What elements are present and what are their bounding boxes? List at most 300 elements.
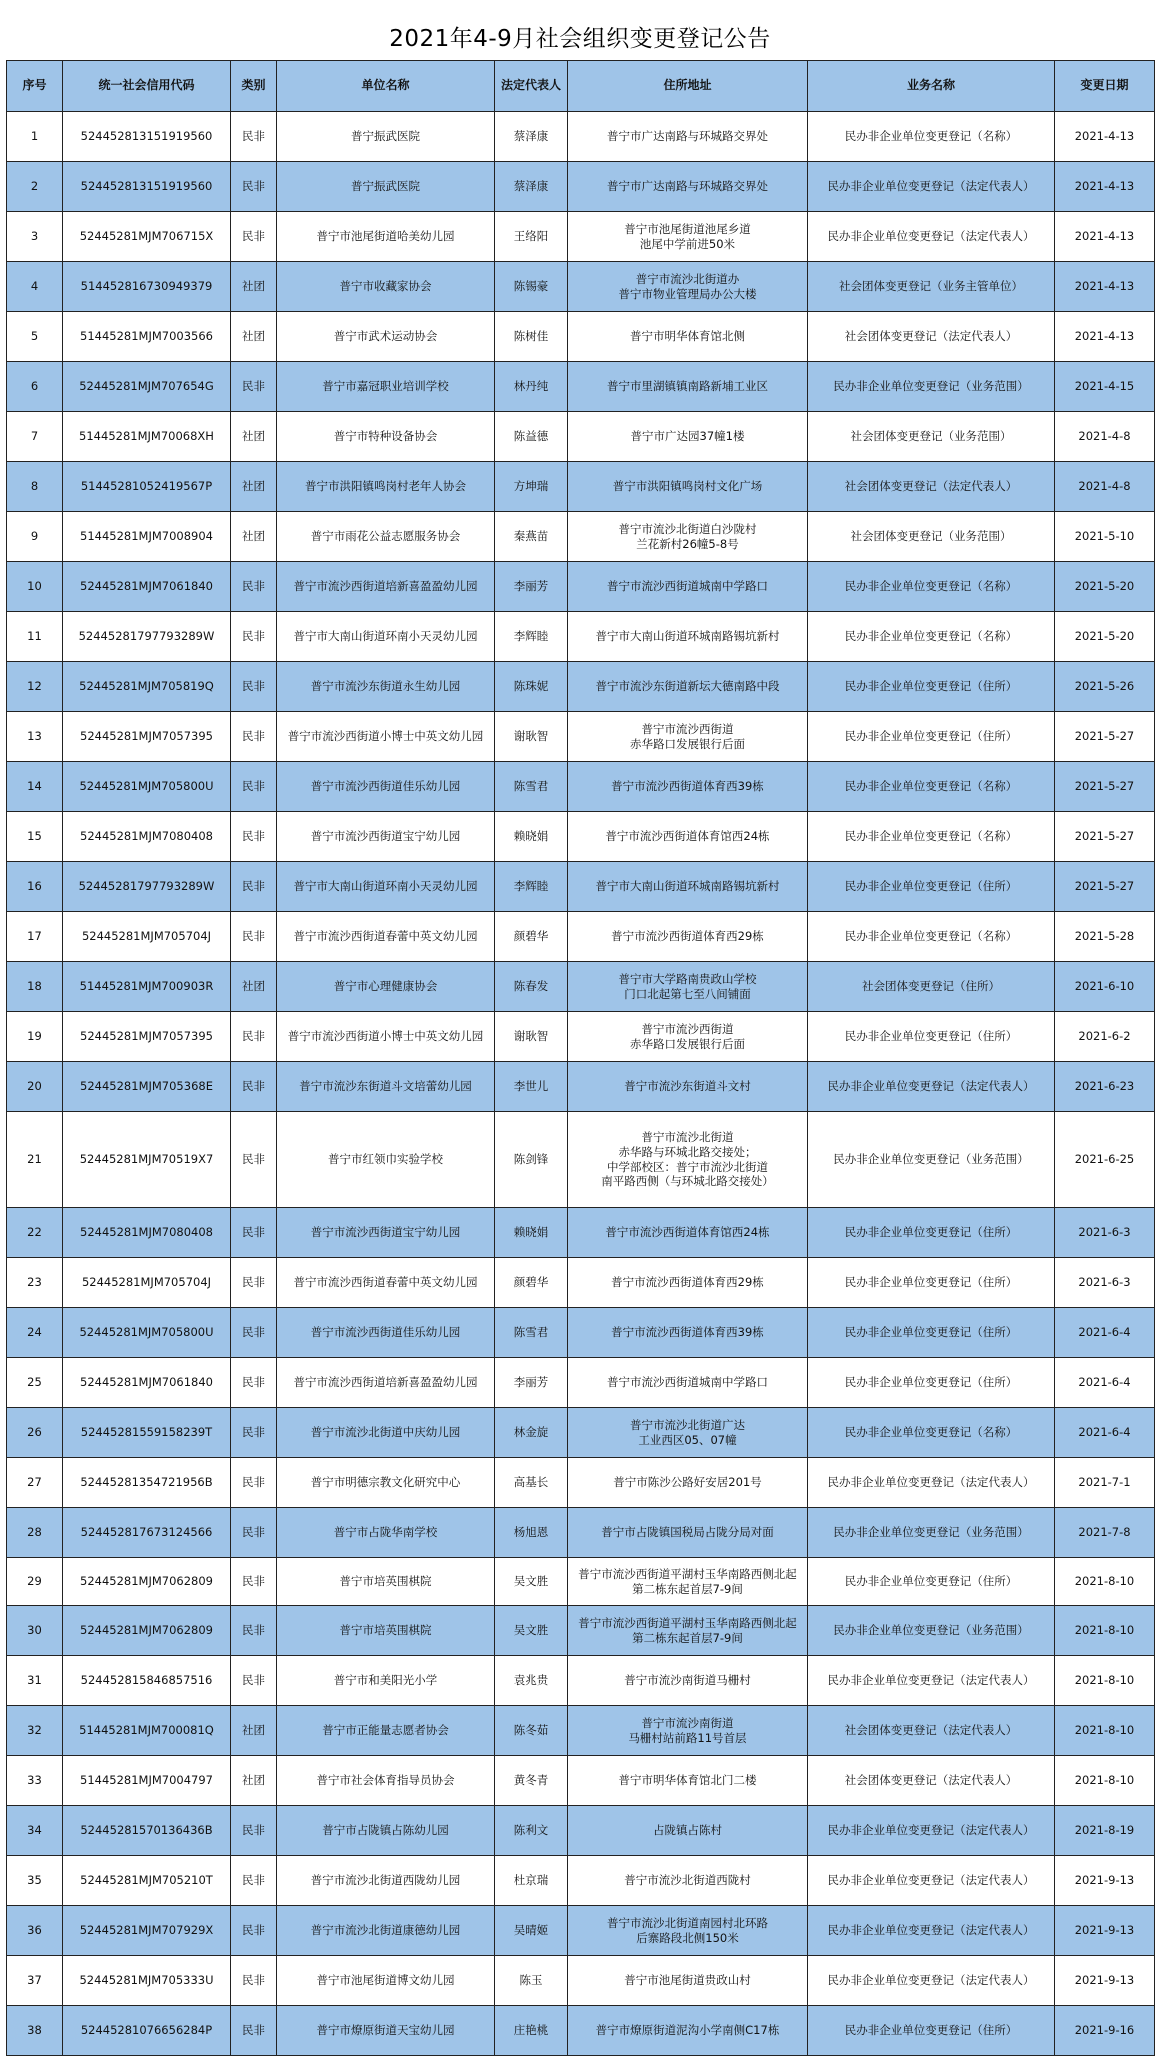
cell-business: 民办非企业单位变更登记（法定代表人） — [808, 1956, 1055, 2006]
cell-address: 普宁市流沙西街道 赤华路口发展银行后面 — [568, 712, 808, 762]
cell-no: 4 — [7, 262, 63, 312]
cell-address: 普宁市明华体育馆北门二楼 — [568, 1756, 808, 1806]
cell-credit-code: 52445281797793289W — [63, 862, 231, 912]
table-row — [7, 1458, 1155, 1508]
cell-legal-rep: 谢耿智 — [495, 1012, 568, 1062]
cell-credit-code: 52445281MJM705368E — [63, 1062, 231, 1112]
cell-no: 11 — [7, 612, 63, 662]
cell-address: 普宁市广达园37幢1楼 — [568, 412, 808, 462]
cell-address: 普宁市流沙北街道南园村北环路 后寨路段北侧150米 — [568, 1906, 808, 1956]
table-row — [7, 1062, 1155, 1112]
cell-legal-rep: 陈树佳 — [495, 312, 568, 362]
cell-credit-code: 52445281MJM7062809 — [63, 1606, 231, 1656]
cell-address: 普宁市流沙南街道 马栅村站前路11号首层 — [568, 1706, 808, 1756]
cell-no: 36 — [7, 1906, 63, 1956]
cell-address: 普宁市流沙南街道马栅村 — [568, 1656, 808, 1706]
cell-business: 民办非企业单位变更登记（名称） — [808, 912, 1055, 962]
cell-org-name: 普宁市流沙北街道中庆幼儿园 — [277, 1408, 495, 1458]
cell-business: 民办非企业单位变更登记（法定代表人） — [808, 1906, 1055, 1956]
cell-no: 28 — [7, 1508, 63, 1558]
cell-date: 2021-8-19 — [1055, 1806, 1155, 1856]
cell-address: 普宁市流沙西街道体育西29栋 — [568, 912, 808, 962]
cell-org-name: 普宁市流沙西街道培新喜盈盈幼儿园 — [277, 1358, 495, 1408]
cell-type: 民非 — [231, 1656, 277, 1706]
cell-type: 民非 — [231, 1408, 277, 1458]
cell-legal-rep: 李世儿 — [495, 1062, 568, 1112]
table-row — [7, 562, 1155, 612]
table-row — [7, 1606, 1155, 1656]
cell-date: 2021-8-10 — [1055, 1656, 1155, 1706]
cell-no: 17 — [7, 912, 63, 962]
cell-legal-rep: 方坤瑞 — [495, 462, 568, 512]
table-row — [7, 1656, 1155, 1706]
cell-org-name: 普宁市大南山街道环南小天灵幼儿园 — [277, 612, 495, 662]
table-row — [7, 1258, 1155, 1308]
cell-address: 普宁市池尾街道池尾乡道 池尾中学前进50米 — [568, 212, 808, 262]
cell-org-name: 普宁市池尾街道博文幼儿园 — [277, 1956, 495, 2006]
cell-type: 民非 — [231, 1606, 277, 1656]
cell-legal-rep: 赖晓娟 — [495, 1208, 568, 1258]
cell-org-name: 普宁市武术运动协会 — [277, 312, 495, 362]
table-row — [7, 1408, 1155, 1458]
cell-no: 13 — [7, 712, 63, 762]
table-row — [7, 1706, 1155, 1756]
cell-date: 2021-6-10 — [1055, 962, 1155, 1012]
table-row — [7, 1856, 1155, 1906]
cell-no: 38 — [7, 2006, 63, 2056]
table-row — [7, 162, 1155, 212]
cell-legal-rep: 吴文胜 — [495, 1558, 568, 1606]
cell-no: 2 — [7, 162, 63, 212]
cell-type: 民非 — [231, 1508, 277, 1558]
cell-address: 普宁市流沙西街道平湖村玉华南路西侧北起 第二栋东起首层7-9间 — [568, 1558, 808, 1606]
table-row — [7, 1358, 1155, 1408]
header-org-name: 单位名称 — [277, 61, 495, 112]
cell-business: 民办非企业单位变更登记（法定代表人） — [808, 1062, 1055, 1112]
cell-credit-code: 51445281MJM70068XH — [63, 412, 231, 462]
cell-credit-code: 52445281MJM705704J — [63, 1258, 231, 1308]
cell-type: 民非 — [231, 562, 277, 612]
cell-business: 民办非企业单位变更登记（业务范围） — [808, 1112, 1055, 1208]
cell-business: 民办非企业单位变更登记（住所） — [808, 1558, 1055, 1606]
cell-business: 民办非企业单位变更登记（名称） — [808, 762, 1055, 812]
cell-type: 民非 — [231, 812, 277, 862]
cell-type: 社团 — [231, 1756, 277, 1806]
cell-date: 2021-6-25 — [1055, 1112, 1155, 1208]
cell-credit-code: 52445281MJM7080408 — [63, 1208, 231, 1258]
table-header-row — [7, 61, 1155, 112]
cell-date: 2021-5-27 — [1055, 712, 1155, 762]
cell-date: 2021-8-10 — [1055, 1706, 1155, 1756]
cell-org-name: 普宁市流沙西街道小博士中英文幼儿园 — [277, 712, 495, 762]
cell-type: 民非 — [231, 1458, 277, 1508]
table-row — [7, 712, 1155, 762]
cell-org-name: 普宁市和美阳光小学 — [277, 1656, 495, 1706]
cell-address: 普宁市流沙西街道城南中学路口 — [568, 1358, 808, 1408]
cell-no: 26 — [7, 1408, 63, 1458]
cell-credit-code: 52445281MJM705210T — [63, 1856, 231, 1906]
cell-org-name: 普宁市正能量志愿者协会 — [277, 1706, 495, 1756]
cell-credit-code: 52445281570136436B — [63, 1806, 231, 1856]
cell-date: 2021-7-8 — [1055, 1508, 1155, 1558]
cell-no: 18 — [7, 962, 63, 1012]
cell-org-name: 普宁市流沙北街道康德幼儿园 — [277, 1906, 495, 1956]
cell-org-name: 普宁市培英围棋院 — [277, 1558, 495, 1606]
cell-legal-rep: 李丽芳 — [495, 562, 568, 612]
cell-legal-rep: 李辉睦 — [495, 862, 568, 912]
cell-business: 社会团体变更登记（业务范围） — [808, 412, 1055, 462]
table-row — [7, 1308, 1155, 1358]
cell-type: 社团 — [231, 512, 277, 562]
cell-business: 社会团体变更登记（法定代表人） — [808, 1706, 1055, 1756]
cell-credit-code: 52445281MJM705819Q — [63, 662, 231, 712]
cell-no: 1 — [7, 112, 63, 162]
cell-credit-code: 51445281MJM7008904 — [63, 512, 231, 562]
cell-business: 民办非企业单位变更登记（名称） — [808, 562, 1055, 612]
cell-type: 民非 — [231, 612, 277, 662]
table-row — [7, 1956, 1155, 2006]
cell-date: 2021-6-2 — [1055, 1012, 1155, 1062]
cell-credit-code: 52445281MJM7062809 — [63, 1558, 231, 1606]
table-row — [7, 912, 1155, 962]
cell-org-name: 普宁市特种设备协会 — [277, 412, 495, 462]
cell-legal-rep: 陈益德 — [495, 412, 568, 462]
cell-date: 2021-4-13 — [1055, 112, 1155, 162]
cell-business: 社会团体变更登记（法定代表人） — [808, 462, 1055, 512]
cell-legal-rep: 吴晴姬 — [495, 1906, 568, 1956]
cell-legal-rep: 颜碧华 — [495, 1258, 568, 1308]
cell-type: 民非 — [231, 1308, 277, 1358]
cell-type: 社团 — [231, 962, 277, 1012]
table-row — [7, 512, 1155, 562]
cell-address: 普宁市流沙西街道平湖村玉华南路西侧北起 第二栋东起首层7-9间 — [568, 1606, 808, 1656]
cell-business: 社会团体变更登记（住所） — [808, 962, 1055, 1012]
cell-type: 民非 — [231, 162, 277, 212]
cell-legal-rep: 庄艳桃 — [495, 2006, 568, 2056]
cell-address: 占陇镇占陈村 — [568, 1806, 808, 1856]
table-row — [7, 862, 1155, 912]
cell-legal-rep: 杜京瑞 — [495, 1856, 568, 1906]
cell-credit-code: 514452816730949379 — [63, 262, 231, 312]
cell-credit-code: 524452813151919560 — [63, 162, 231, 212]
cell-business: 民办非企业单位变更登记（法定代表人） — [808, 212, 1055, 262]
cell-legal-rep: 杨旭恩 — [495, 1508, 568, 1558]
change-registration-table — [6, 60, 1155, 2056]
table-row — [7, 662, 1155, 712]
cell-address: 普宁市流沙北街道西陇村 — [568, 1856, 808, 1906]
cell-type: 民非 — [231, 1558, 277, 1606]
cell-business: 民办非企业单位变更登记（业务范围） — [808, 1508, 1055, 1558]
cell-type: 民非 — [231, 1906, 277, 1956]
cell-legal-rep: 李辉睦 — [495, 612, 568, 662]
cell-business: 民办非企业单位变更登记（名称） — [808, 1408, 1055, 1458]
cell-legal-rep: 陈雪君 — [495, 762, 568, 812]
cell-credit-code: 52445281MJM7061840 — [63, 562, 231, 612]
cell-date: 2021-6-3 — [1055, 1208, 1155, 1258]
cell-no: 8 — [7, 462, 63, 512]
cell-address: 普宁市流沙北街道广达 工业西区05、07幢 — [568, 1408, 808, 1458]
cell-org-name: 普宁市洪阳镇鸣岗村老年人协会 — [277, 462, 495, 512]
cell-type: 民非 — [231, 1956, 277, 2006]
cell-date: 2021-9-16 — [1055, 2006, 1155, 2056]
cell-business: 民办非企业单位变更登记（住所） — [808, 862, 1055, 912]
cell-credit-code: 51445281MJM7004797 — [63, 1756, 231, 1806]
cell-legal-rep: 谢耿智 — [495, 712, 568, 762]
cell-type: 民非 — [231, 212, 277, 262]
cell-business: 民办非企业单位变更登记（法定代表人） — [808, 1856, 1055, 1906]
cell-credit-code: 52445281559158239T — [63, 1408, 231, 1458]
table-row — [7, 762, 1155, 812]
cell-address: 普宁市流沙北街道办 普宁市物业管理局办公大楼 — [568, 262, 808, 312]
cell-credit-code: 52445281584685751​6 — [63, 1656, 231, 1706]
cell-date: 2021-5-27 — [1055, 862, 1155, 912]
cell-address: 普宁市池尾街道贵政山村 — [568, 1956, 808, 2006]
cell-legal-rep: 陈雪君 — [495, 1308, 568, 1358]
cell-business: 民办非企业单位变更登记（住所） — [808, 1258, 1055, 1308]
cell-address: 普宁市流沙西街道体育馆西24栋 — [568, 1208, 808, 1258]
cell-business: 民办非企业单位变更登记（住所） — [808, 2006, 1055, 2056]
cell-address: 普宁市里湖镇镇南路新埔工业区 — [568, 362, 808, 412]
cell-credit-code: 52445281MJM7080408 — [63, 812, 231, 862]
cell-no: 23 — [7, 1258, 63, 1308]
cell-address: 普宁市大学路南贵政山学校 门口北起第七至八间铺面 — [568, 962, 808, 1012]
cell-no: 6 — [7, 362, 63, 412]
cell-business: 民办非企业单位变更登记（名称） — [808, 112, 1055, 162]
cell-org-name: 普宁市心理健康协会 — [277, 962, 495, 1012]
cell-address: 普宁市大南山街道环城南路锡坑新村 — [568, 612, 808, 662]
table-row — [7, 1112, 1155, 1208]
cell-legal-rep: 陈利文 — [495, 1806, 568, 1856]
cell-date: 2021-5-26 — [1055, 662, 1155, 712]
cell-credit-code: 52445281MJM70519X7 — [63, 1112, 231, 1208]
cell-address: 普宁市流沙西街道体育西39栋 — [568, 1308, 808, 1358]
cell-date: 2021-5-27 — [1055, 762, 1155, 812]
cell-no: 37 — [7, 1956, 63, 2006]
cell-date: 2021-5-20 — [1055, 562, 1155, 612]
cell-address: 普宁市明华体育馆北侧 — [568, 312, 808, 362]
cell-credit-code: 524452813151919560 — [63, 112, 231, 162]
table-row — [7, 812, 1155, 862]
cell-address: 普宁市流沙北街道白沙陇村 兰花新村26幢5-8号 — [568, 512, 808, 562]
cell-address: 普宁市占陇镇国税局占陇分局对面 — [568, 1508, 808, 1558]
cell-legal-rep: 王络阳 — [495, 212, 568, 262]
cell-type: 民非 — [231, 2006, 277, 2056]
cell-no: 7 — [7, 412, 63, 462]
cell-no: 35 — [7, 1856, 63, 1906]
cell-org-name: 普宁振武医院 — [277, 112, 495, 162]
table-row — [7, 612, 1155, 662]
cell-credit-code: 52445281MJM705800U — [63, 1308, 231, 1358]
cell-no: 30 — [7, 1606, 63, 1656]
cell-address: 普宁市流沙西街道 赤华路口发展银行后面 — [568, 1012, 808, 1062]
cell-business: 民办非企业单位变更登记（住所） — [808, 1308, 1055, 1358]
cell-date: 2021-5-10 — [1055, 512, 1155, 562]
cell-address: 普宁市流沙西街道体育西39栋 — [568, 762, 808, 812]
cell-legal-rep: 林金旋 — [495, 1408, 568, 1458]
cell-org-name: 普宁市大南山街道环南小天灵幼儿园 — [277, 862, 495, 912]
cell-type: 民非 — [231, 362, 277, 412]
table-row — [7, 1806, 1155, 1856]
cell-no: 24 — [7, 1308, 63, 1358]
cell-no: 21 — [7, 1112, 63, 1208]
cell-credit-code: 51445281MJM7003566 — [63, 312, 231, 362]
cell-no: 32 — [7, 1706, 63, 1756]
cell-type: 社团 — [231, 312, 277, 362]
cell-credit-code: 52445281MJM707929X — [63, 1906, 231, 1956]
cell-credit-code: 51445281052419567P — [63, 462, 231, 512]
cell-credit-code: 52445281MJM707654G — [63, 362, 231, 412]
cell-org-name: 普宁市燎原街道天宝幼儿园 — [277, 2006, 495, 2056]
cell-org-name: 普宁振武医院 — [277, 162, 495, 212]
table-row — [7, 412, 1155, 462]
cell-type: 民非 — [231, 1208, 277, 1258]
cell-legal-rep: 高基长 — [495, 1458, 568, 1508]
cell-credit-code: 52445281797793289W — [63, 612, 231, 662]
cell-date: 2021-9-13 — [1055, 1956, 1155, 2006]
cell-no: 12 — [7, 662, 63, 712]
cell-org-name: 普宁市占陇华南学校 — [277, 1508, 495, 1558]
cell-type: 民非 — [231, 912, 277, 962]
cell-no: 15 — [7, 812, 63, 862]
cell-business: 民办非企业单位变更登记（住所） — [808, 1012, 1055, 1062]
cell-date: 2021-9-13 — [1055, 1906, 1155, 1956]
table-row — [7, 362, 1155, 412]
cell-type: 民非 — [231, 1806, 277, 1856]
cell-no: 16 — [7, 862, 63, 912]
cell-type: 民非 — [231, 1856, 277, 1906]
cell-legal-rep: 秦燕苗 — [495, 512, 568, 562]
table-row — [7, 1508, 1155, 1558]
table-row — [7, 312, 1155, 362]
cell-date: 2021-4-8 — [1055, 462, 1155, 512]
cell-credit-code: 52445281MJM705704J — [63, 912, 231, 962]
cell-type: 民非 — [231, 862, 277, 912]
cell-no: 5 — [7, 312, 63, 362]
cell-type: 社团 — [231, 262, 277, 312]
cell-date: 2021-5-28 — [1055, 912, 1155, 962]
cell-date: 2021-5-27 — [1055, 812, 1155, 862]
table-row — [7, 1208, 1155, 1258]
cell-address: 普宁市流沙东街道斗文村 — [568, 1062, 808, 1112]
cell-date: 2021-5-20 — [1055, 612, 1155, 662]
cell-business: 民办非企业单位变更登记（法定代表人） — [808, 1458, 1055, 1508]
cell-legal-rep: 陈珠妮 — [495, 662, 568, 712]
cell-type: 民非 — [231, 662, 277, 712]
cell-business: 社会团体变更登记（业务范围） — [808, 512, 1055, 562]
cell-date: 2021-9-13 — [1055, 1856, 1155, 1906]
cell-type: 民非 — [231, 1012, 277, 1062]
cell-no: 31 — [7, 1656, 63, 1706]
cell-org-name: 普宁市流沙西街道培新喜盈盈幼儿园 — [277, 562, 495, 612]
page-title: 2021年4-9月社会组织变更登记公告 — [389, 25, 771, 52]
cell-credit-code: 52445281MJM7061840 — [63, 1358, 231, 1408]
cell-no: 22 — [7, 1208, 63, 1258]
cell-type: 社团 — [231, 462, 277, 512]
cell-date: 2021-8-10 — [1055, 1606, 1155, 1656]
table-row — [7, 1756, 1155, 1806]
cell-no: 14 — [7, 762, 63, 812]
cell-org-name: 普宁市明德宗教文化研究中心 — [277, 1458, 495, 1508]
cell-date: 2021-7-1 — [1055, 1458, 1155, 1508]
cell-date: 2021-4-13 — [1055, 162, 1155, 212]
cell-org-name: 普宁市池尾街道哈美幼儿园 — [277, 212, 495, 262]
cell-credit-code: 52445281MJM706715X — [63, 212, 231, 262]
cell-org-name: 普宁市收藏家协会 — [277, 262, 495, 312]
header-credit-code: 统一社会信用代码 — [63, 61, 231, 112]
table-row — [7, 1558, 1155, 1606]
cell-type: 民非 — [231, 112, 277, 162]
cell-org-name: 普宁市流沙西街道佳乐幼儿园 — [277, 762, 495, 812]
cell-legal-rep: 蔡泽康 — [495, 162, 568, 212]
cell-date: 2021-6-23 — [1055, 1062, 1155, 1112]
cell-address: 普宁市大南山街道环城南路锡坑新村 — [568, 862, 808, 912]
cell-business: 社会团体变更登记（法定代表人） — [808, 312, 1055, 362]
cell-credit-code: 52445281MJM7057395 — [63, 712, 231, 762]
cell-legal-rep: 袁兆贵 — [495, 1656, 568, 1706]
cell-legal-rep: 陈剑锋 — [495, 1112, 568, 1208]
cell-credit-code: 51445281MJM700903R — [63, 962, 231, 1012]
cell-address: 普宁市广达南路与环城路交界处 — [568, 162, 808, 212]
cell-no: 34 — [7, 1806, 63, 1856]
cell-date: 2021-6-4 — [1055, 1408, 1155, 1458]
cell-no: 29 — [7, 1558, 63, 1606]
cell-business: 民办非企业单位变更登记（法定代表人） — [808, 1806, 1055, 1856]
cell-type: 民非 — [231, 1358, 277, 1408]
cell-type: 民非 — [231, 762, 277, 812]
header-type: 类别 — [231, 61, 277, 112]
cell-address: 普宁市流沙东街道新坛大德南路中段 — [568, 662, 808, 712]
cell-org-name: 普宁市社会体育指导员协会 — [277, 1756, 495, 1806]
cell-legal-rep: 陈春发 — [495, 962, 568, 1012]
cell-org-name: 普宁市流沙西街道宝宁幼儿园 — [277, 1208, 495, 1258]
cell-org-name: 普宁市流沙东街道斗文培蕾幼儿园 — [277, 1062, 495, 1112]
cell-type: 民非 — [231, 1062, 277, 1112]
cell-business: 民办非企业单位变更登记（住所） — [808, 1208, 1055, 1258]
cell-legal-rep: 吴文胜 — [495, 1606, 568, 1656]
table-row — [7, 1012, 1155, 1062]
cell-org-name: 普宁市流沙西街道小博士中英文幼儿园 — [277, 1012, 495, 1062]
cell-legal-rep: 陈锡豪 — [495, 262, 568, 312]
cell-business: 民办非企业单位变更登记（名称） — [808, 812, 1055, 862]
header-business: 业务名称 — [808, 61, 1055, 112]
cell-credit-code: 52445281354721956B — [63, 1458, 231, 1508]
cell-no: 33 — [7, 1756, 63, 1806]
cell-business: 民办非企业单位变更登记（业务范围） — [808, 1606, 1055, 1656]
cell-no: 20 — [7, 1062, 63, 1112]
cell-no: 19 — [7, 1012, 63, 1062]
cell-business: 民办非企业单位变更登记（住所） — [808, 1358, 1055, 1408]
cell-org-name: 普宁市雨花公益志愿服务协会 — [277, 512, 495, 562]
cell-business: 民办非企业单位变更登记（名称） — [808, 612, 1055, 662]
cell-legal-rep: 蔡泽康 — [495, 112, 568, 162]
cell-date: 2021-4-13 — [1055, 312, 1155, 362]
cell-business: 民办非企业单位变更登记（住所） — [808, 712, 1055, 762]
cell-legal-rep: 陈冬茹 — [495, 1706, 568, 1756]
cell-org-name: 普宁市流沙西街道春蕾中英文幼儿园 — [277, 912, 495, 962]
cell-type: 民非 — [231, 712, 277, 762]
cell-address: 普宁市陈沙公路好安居201号 — [568, 1458, 808, 1508]
cell-credit-code: 52445281076656284P — [63, 2006, 231, 2056]
table-row — [7, 1906, 1155, 1956]
cell-business: 社会团体变更登记（法定代表人） — [808, 1756, 1055, 1806]
cell-address: 普宁市流沙西街道体育西29栋 — [568, 1258, 808, 1308]
cell-date: 2021-4-13 — [1055, 262, 1155, 312]
cell-org-name: 普宁市红领巾实验学校 — [277, 1112, 495, 1208]
cell-type: 社团 — [231, 412, 277, 462]
cell-date: 2021-8-10 — [1055, 1558, 1155, 1606]
cell-address: 普宁市流沙西街道体育馆西24栋 — [568, 812, 808, 862]
table-row — [7, 962, 1155, 1012]
